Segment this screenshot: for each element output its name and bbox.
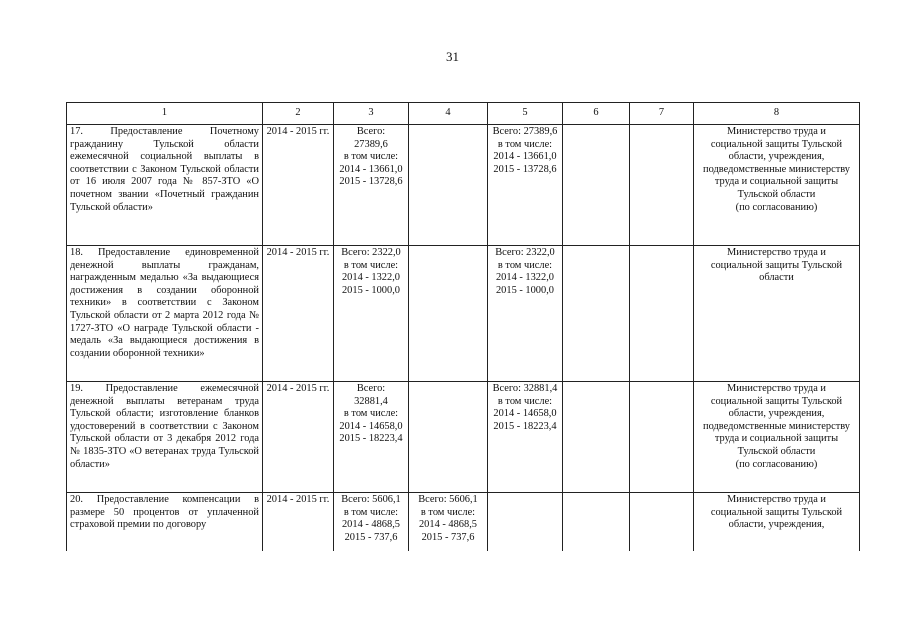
executor-cell: Министерство труда и социальной защиты Тульской области, учреждения, — [694, 493, 860, 552]
funding-col5-cell: Всего: 32881,4 в том числе: 2014 - 14658,0 2015 - 18223,4 — [488, 382, 563, 493]
measure-cell: 19. Предоставление ежемесячной денежной выплаты ветеранам труда Тульской области; изготовление бланков удостоверений в соответствии с Законом Тульской области от 3 декабря 2012 года № 1835-ЗТО «О ветеранах труда Тульской области» — [67, 382, 263, 493]
funding-total-cell: Всего: 2322,0 в том числе: 2014 - 1322,0 2015 - 1000,0 — [334, 246, 409, 382]
funding-col6-cell — [563, 246, 630, 382]
header-cell: 6 — [563, 103, 630, 125]
header-cell: 4 — [409, 103, 488, 125]
funding-col5-cell: Всего: 2322,0 в том числе: 2014 - 1322,0 2015 - 1000,0 — [488, 246, 563, 382]
header-cell: 5 — [488, 103, 563, 125]
funding-col6-cell — [563, 382, 630, 493]
header-cell: 2 — [263, 103, 334, 125]
funding-col6-cell — [563, 493, 630, 552]
table-row — [67, 125, 860, 246]
period-cell: 2014 - 2015 гг. — [263, 382, 334, 493]
header-cell: 3 — [334, 103, 409, 125]
funding-col5-cell — [488, 493, 563, 552]
funding-col4-cell — [409, 382, 488, 493]
executor-cell: Министерство труда и социальной защиты Тульской области, учреждения, подведомственные министерству труда и социальной защиты Тульской области (по согласованию) — [694, 382, 860, 493]
header-row — [67, 103, 860, 125]
program-table — [66, 102, 860, 551]
table-row — [67, 493, 860, 552]
funding-col5-cell: Всего: 27389,6 в том числе: 2014 - 13661,0 2015 - 13728,6 — [488, 125, 563, 246]
header-cell: 7 — [630, 103, 694, 125]
funding-col4-cell — [409, 125, 488, 246]
table-row — [67, 246, 860, 382]
measure-cell: 20. Предоставление компенсации в размере 50 процентов от уплаченной страховой премии по договору — [67, 493, 263, 552]
funding-col7-cell — [630, 493, 694, 552]
funding-col7-cell — [630, 125, 694, 246]
period-cell: 2014 - 2015 гг. — [263, 125, 334, 246]
funding-total-cell: Всего: 5606,1 в том числе: 2014 - 4868,5 2015 - 737,6 — [334, 493, 409, 552]
measure-cell: 17. Предоставление Почетному гражданину Тульской области ежемесячной социальной выплаты в соответствии с Законом Тульской области от 16 июля 2007 года № 857-ЗТО «О почетном звании «Почетный гражданин Тульской области» — [67, 125, 263, 246]
funding-col7-cell — [630, 382, 694, 493]
funding-col4-cell: Всего: 5606,1 в том числе: 2014 - 4868,5 2015 - 737,6 — [409, 493, 488, 552]
period-cell: 2014 - 2015 гг. — [263, 246, 334, 382]
period-cell: 2014 - 2015 гг. — [263, 493, 334, 552]
header-cell: 1 — [67, 103, 263, 125]
funding-col6-cell — [563, 125, 630, 246]
executor-cell: Министерство труда и социальной защиты Тульской области, учреждения, подведомственные министерству труда и социальной защиты Тульской области (по согласованию) — [694, 125, 860, 246]
funding-col4-cell — [409, 246, 488, 382]
measure-cell: 18. Предоставление единовременной денежной выплаты гражданам, награжденным медалью «За выдающиеся достижения в создании оборонной техники» в соответствии с Законом Тульской области от 2 марта 2012 года № 1727-ЗТО «О награде Тульской области - медаль «За выдающиеся достижения в создании оборонной техники» — [67, 246, 263, 382]
page-number: 31 — [446, 49, 459, 64]
table-row — [67, 382, 860, 493]
funding-col7-cell — [630, 246, 694, 382]
header-cell: 8 — [694, 103, 860, 125]
funding-total-cell: Всего: 32881,4 в том числе: 2014 - 14658,0 2015 - 18223,4 — [334, 382, 409, 493]
funding-total-cell: Всего: 27389,6 в том числе: 2014 - 13661,0 2015 - 13728,6 — [334, 125, 409, 246]
executor-cell: Министерство труда и социальной защиты Тульской области — [694, 246, 860, 382]
